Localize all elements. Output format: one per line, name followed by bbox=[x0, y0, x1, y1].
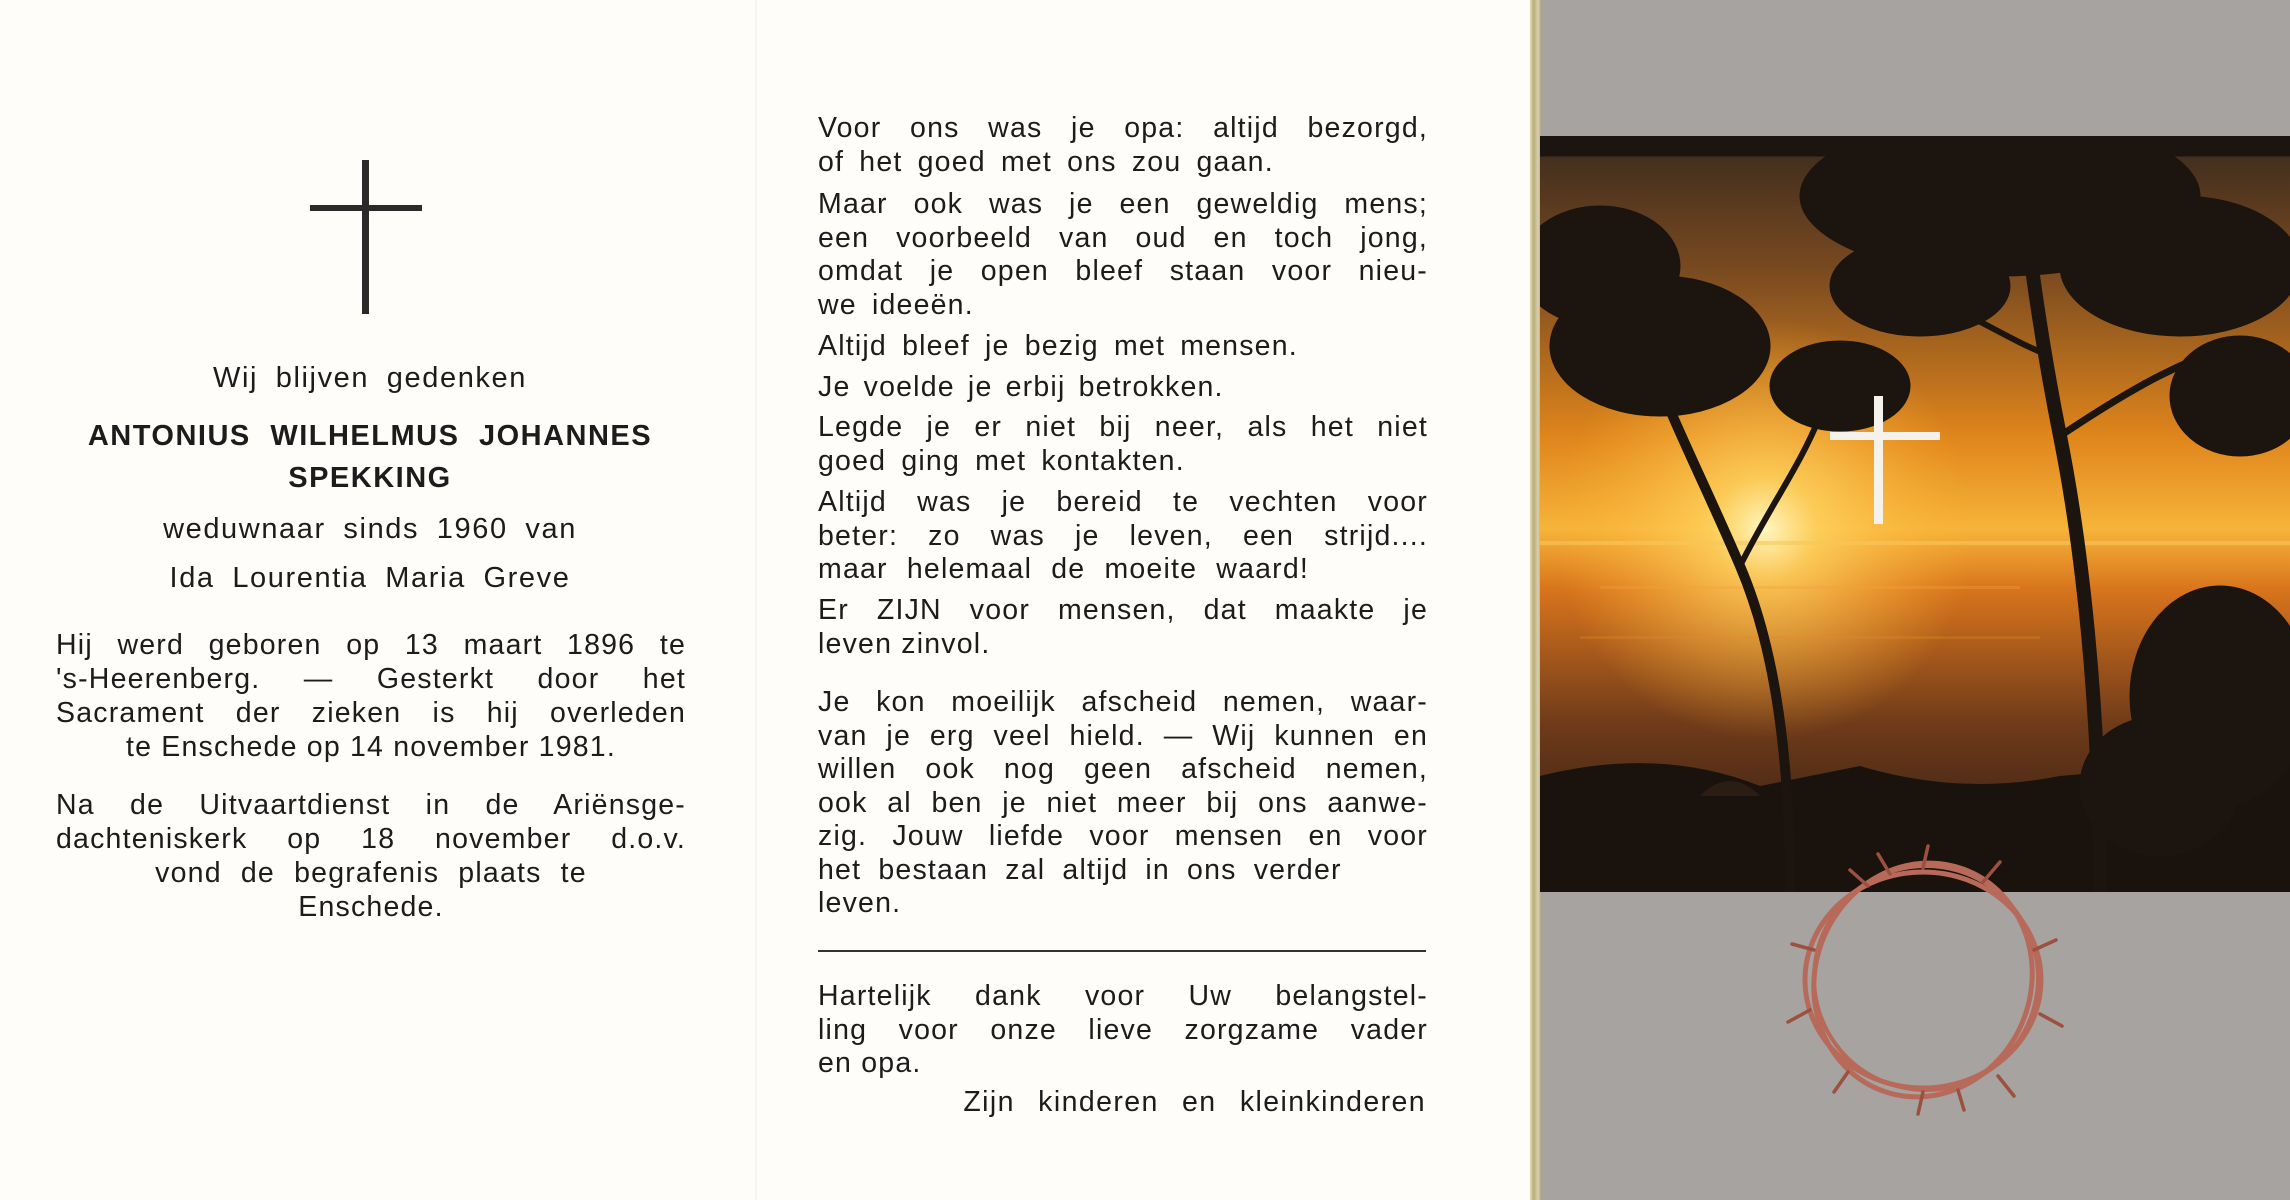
text-line: Legde je er niet bij neer, als het niet bbox=[818, 411, 1428, 443]
text-line: van je erg veel hield. — Wij kunnen en bbox=[818, 719, 1428, 752]
text-line: Enschede. bbox=[298, 891, 444, 923]
text-line: Na de Uitvaartdienst in de Ariënsge- bbox=[56, 789, 686, 821]
sunset-photo bbox=[1540, 136, 2290, 892]
text-line: Maar ook was je een geweldig mens; bbox=[818, 188, 1428, 220]
text-line: beter: zo was je leven, een strijd.... bbox=[818, 519, 1428, 552]
text-line: we ideeën. bbox=[818, 288, 974, 321]
text-line: willen ook nog geen afscheid nemen, bbox=[818, 753, 1428, 785]
text-line: Je voelde je erbij betrokken. bbox=[818, 371, 1224, 403]
fold-line bbox=[755, 0, 757, 1200]
text-line: en opa. bbox=[818, 1047, 922, 1079]
birth-death-text bbox=[56, 628, 686, 764]
cross-icon bbox=[310, 160, 422, 314]
text-line: zig. Jouw liefde voor mensen en voor bbox=[818, 820, 1428, 852]
text-line: goed ging met kontakten. bbox=[818, 444, 1185, 477]
text-line: of het goed met ons zou gaan. bbox=[818, 145, 1274, 178]
poem-paragraph-2 bbox=[818, 188, 1428, 322]
divider-line bbox=[818, 950, 1426, 952]
poem-paragraph-7 bbox=[818, 594, 1428, 661]
text-line: Hij werd geboren op 13 maart 1896 te bbox=[56, 629, 686, 661]
text-line: dachteniskerk op 18 november d.o.v. bbox=[56, 823, 686, 855]
text-line: Er ZIJN voor mensen, dat maakte je bbox=[818, 594, 1428, 626]
text-line: Altijd bleef je bezig met mensen. bbox=[818, 330, 1298, 362]
text-line: leven zinvol. bbox=[818, 627, 991, 660]
deceased-name-line1: ANTONIUS WILHELMUS JOHANNES bbox=[87, 420, 653, 452]
widower-line: weduwnaar sinds 1960 van bbox=[163, 513, 577, 545]
left-panel bbox=[40, 0, 700, 1200]
text-line: Altijd was je bereid te vechten voor bbox=[818, 486, 1428, 518]
text-line: Hartelijk dank voor Uw belangstel- bbox=[818, 980, 1428, 1012]
poem-paragraph-6 bbox=[818, 486, 1428, 587]
text-line: ling voor onze lieve zorgzame vader bbox=[818, 1013, 1428, 1046]
text-line: Sacrament der zieken is hij overleden bbox=[56, 697, 686, 729]
poem-paragraph-5 bbox=[818, 411, 1428, 478]
funeral-text bbox=[56, 788, 686, 924]
poem-paragraph-4 bbox=[818, 371, 1428, 405]
poem-paragraph-8 bbox=[818, 686, 1428, 921]
thanks-text bbox=[818, 980, 1428, 1081]
poem-paragraph-1 bbox=[818, 112, 1428, 179]
remembrance-line: Wij blijven gedenken bbox=[213, 362, 527, 394]
text-line: leven. bbox=[818, 887, 902, 919]
poem-paragraph-3 bbox=[818, 330, 1428, 364]
deceased-name-line2: SPEKKING bbox=[288, 462, 452, 494]
middle-panel bbox=[818, 0, 1428, 1200]
text-line: 's-Heerenberg. — Gesterkt door het bbox=[56, 663, 686, 695]
text-line: vond de begrafenis plaats te bbox=[155, 857, 587, 889]
text-line: ook al ben je niet meer bij ons aanwe- bbox=[818, 786, 1428, 819]
text-line: Je kon moeilijk afscheid nemen, waar- bbox=[818, 686, 1428, 718]
text-line: het bestaan zal altijd in ons verder bbox=[818, 853, 1342, 886]
text-line: een voorbeeld van oud en toch jong, bbox=[818, 221, 1428, 254]
text-line: Voor ons was je opa: altijd bezorgd, bbox=[818, 112, 1428, 144]
text-line: omdat je open bleef staan voor nieu- bbox=[818, 255, 1428, 287]
signature: Zijn kinderen en kleinkinderen bbox=[963, 1086, 1426, 1118]
text-line: maar helemaal de moeite waard! bbox=[818, 553, 1310, 585]
text-line: te Enschede op 14 november 1981. bbox=[126, 731, 616, 763]
spouse-name: Ida Lourentia Maria Greve bbox=[169, 562, 571, 594]
crown-of-thorns-icon bbox=[1778, 840, 2068, 1120]
